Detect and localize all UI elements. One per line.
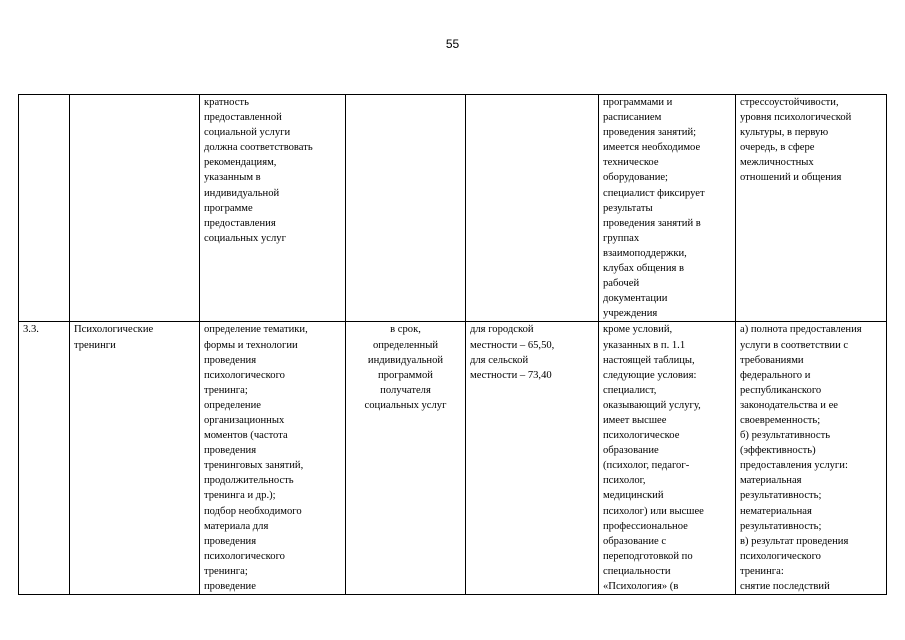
- services-table: [18, 94, 887, 595]
- cell-term: [346, 95, 466, 322]
- cell-conditions: программами и расписанием проведения занятий; имеется необходимое техническое оборудование; специалист фиксирует результаты проведения занятий в группах взаимоподдержки, клубах общения в рабочей документации учреждения: [599, 95, 736, 322]
- cell-term: в срок, определенный индивидуальной программой получателя социальных услуг: [346, 322, 466, 595]
- cell-service-content: определение тематики, формы и технологии проведения психологического тренинга; определение организационных моментов (частота проведения тренинговых занятий, продолжительность тренинга и др.); подбор необходимого материала для проведения психологического тренинга; проведение: [200, 322, 346, 595]
- table-row: [19, 322, 887, 595]
- cell-tariff: для городской местности – 65,50, для сельской местности – 73,40: [466, 322, 599, 595]
- cell-service-name: Психологические тренинги: [70, 322, 200, 595]
- cell-service-content: кратность предоставленной социальной услуги должна соответствовать рекомендациям, указанным в индивидуальной программе предоставления социальных услуг: [200, 95, 346, 322]
- cell-quality: а) полнота предоставления услуги в соответствии с требованиями федерального и республиканского законодательства и ее своевременность; б) результативность (эффективность) предоставления услуги: материальная результативность; нематериальная результативность; в) результат проведения психологического тренинга: снятие последствий: [736, 322, 887, 595]
- cell-service-name: [70, 95, 200, 322]
- cell-number: [19, 95, 70, 322]
- page-number: 55: [445, 37, 460, 51]
- cell-number: 3.3.: [19, 322, 70, 595]
- cell-quality: стрессоустойчивости, уровня психологической культуры, в первую очередь, в сфере межличностных отношений и общения: [736, 95, 887, 322]
- table-row: [19, 95, 887, 322]
- cell-conditions: кроме условий, указанных в п. 1.1 настоящей таблицы, следующие условия: специалист, оказывающий услугу, имеет высшее психологическое образование (психолог, педагог- психолог, медицинский психолог) или высшее профессиональное образование с переподготовкой по специальности «Психология» (в: [599, 322, 736, 595]
- cell-tariff: [466, 95, 599, 322]
